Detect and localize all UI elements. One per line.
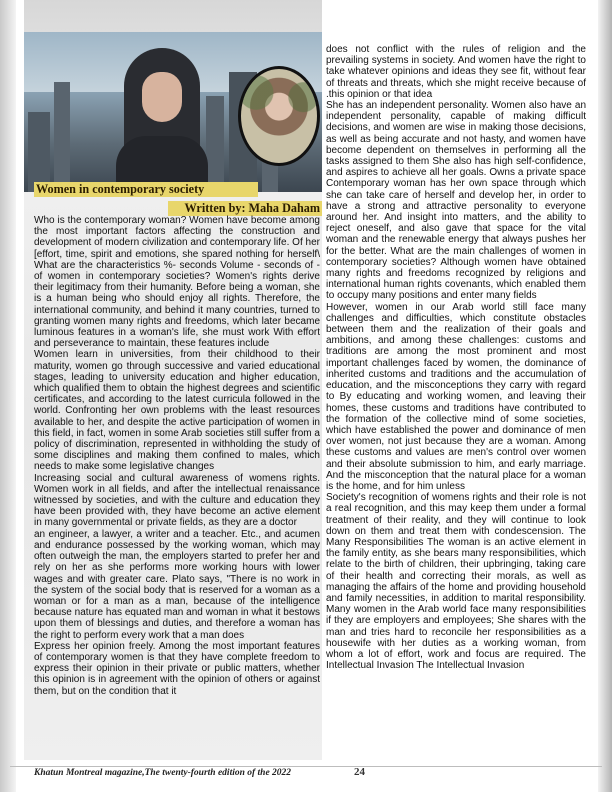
- paragraph: She has an independent personality. Women also have an independent personality, capable of making difficult decisions, and women are wise in making those decisions, as well as being accurate and not hasty, and women have become dependent on themselves in performing all the tasks assigned to them She also has high self-confidence, and aspires to achieve all her goals. Owns a private space Contemporary woman has her own space through which she can take care of herself and develop her, in order to have a strong and attractive personality to everyone around her. And insight into matters, and the ability to reject oneself, and also gave that space for the vital woman and the renewable energy that always pushes her for the better. What are the main challenges of women in contemporary societies? Although women have obtained many rights and freedoms recognized by religions and international human rights covenants, which enabled them to occupy many positions and enter many fields: [326, 100, 586, 302]
- paragraph: However, women in our Arab world still face many challenges and difficulties, which constitute obstacles between them and the realization of their goals and ambitions, and among these challenges: customs and traditions are among the most prominent and most important challenges faced by women, the dominance of inherited customs and traditions and the accumulation of education, and the misconceptions they carry with regard to By educating and working women, and leaving their homes, these customs and traditions have contributed to the formation of the collective mind of some societies, which have established the power and dominance of men over women, not just because they are a woman. Among these customs and values are men's control over women and their absolute submission to him, and early marriage. And the misconception that the natural place for a woman is the home, and for him unless: [326, 301, 586, 492]
- photo-building: [28, 112, 50, 192]
- article-byline: Written by: Maha Daham: [168, 201, 322, 216]
- paragraph: Increasing social and cultural awareness of womens rights. Women work in all fields, and after the intellectual renaissance witnessed by societies, and with the culture and education they have been provided with, they have become an active element in many governmental or private fields, as they are a doctor: [34, 472, 320, 529]
- photo-building: [54, 82, 70, 192]
- photo-building: [206, 96, 224, 192]
- paragraph: Women learn in universities, from their childhood to their maturity, women go through successive and varied educational stages, leading to university education and higher education, which qualified them to obtain the highest degrees and scientific certificates, and according to the latest curricula followed in the world. Confronting her own problems with the least resources available to her, and despite the active participation of women in this field, in fact, women in some Arab societies still suffer from a policy of discrimination, represented in withholding the study of some disciplines and making them confined to males, which needs to make some legislative changes: [34, 349, 320, 473]
- page-edge-shadow-right: [598, 0, 612, 792]
- paragraph: Who is the contemporary woman? Women have become among the most important factors affecting the construction and development of modern civilization and contemporary life. Of her [effort, time, spirit and emotions, she spared nothing for herself\ What are the characteristics %- seconds Volume - seconds of - of women in contemporary societies? Women's rights derive their legitimacy from their humanity. Before being a woman, she is a human being who should enjoy all rights. Therefore, the international community, and behind it many countries, turned to granting women many rights and freedoms, which later became luminous features in a woman's life, she must work With effort and perseverance to maintain, these features include: [34, 215, 320, 350]
- paragraph: does not conflict with the rules of religion and the prevailing systems in society. And women have the right to take whatever opinions and ideas they see fit, without fear of threats and threats, which she might receive because of .this opinion or that idea: [326, 44, 586, 100]
- photo-face: [142, 72, 182, 122]
- portrait-foliage: [241, 69, 317, 163]
- article-body-right: [326, 44, 586, 671]
- page-edge-shadow-left: [0, 0, 16, 792]
- author-portrait-circle: [238, 66, 320, 166]
- paragraph: Express her opinion freely. Among the most important features of contemporary women is that they have complete freedom to express their opinion in their private or public matters, whether this opinion is in agreement with the opinion of others or against them, but on the condition that it: [34, 640, 320, 697]
- magazine-footer: Khatun Montreal magazine,The twenty-fourth edition of the 2022: [34, 768, 292, 778]
- article-body-left: [34, 215, 320, 697]
- paragraph: Society's recognition of womens rights and their role is not a real recognition, and this may keep them under a formal treatment of their reality, and they will continue to look down on them and treat them with condescension. The Many Responsibilities The woman is an active element in the family entity, as she bears many responsibilities, which relate to the birth of children, their upbringing, taking care of their health and correcting their morals, as well as managing the affairs of the home and providing household and family necessities, in addition to marital responsibility. Many women in the Arab world face many responsibilities if they are employers and employees; She shares with the man and tries hard to reconcile her responsibilities as a housewife with her duties as a working woman, from whom a lot of effort, work and focus are required. The Intellectual Invasion The Intellectual Invasion: [326, 492, 586, 672]
- photo-woman-figure: [116, 48, 208, 192]
- footer-rule: [10, 766, 602, 767]
- paragraph: an engineer, a lawyer, a writer and a teacher. Etc., and acumen and endurance possessed by the working woman, which may often outweigh the man, the employers started to prefer her and rely on her as she performs more working hours with lower wages and with greater care. Plato says, "There is no work in the system of the social body that is reserved for a woman as a woman or for a man as a man, because of the intelligence because nature has equated man and woman in what it bestows upon them of blessings and duties, and therefore a woman has the right to perform every work that a man does: [34, 528, 320, 641]
- page-number: 24: [354, 766, 365, 778]
- article-title: Women in contemporary society: [34, 182, 258, 197]
